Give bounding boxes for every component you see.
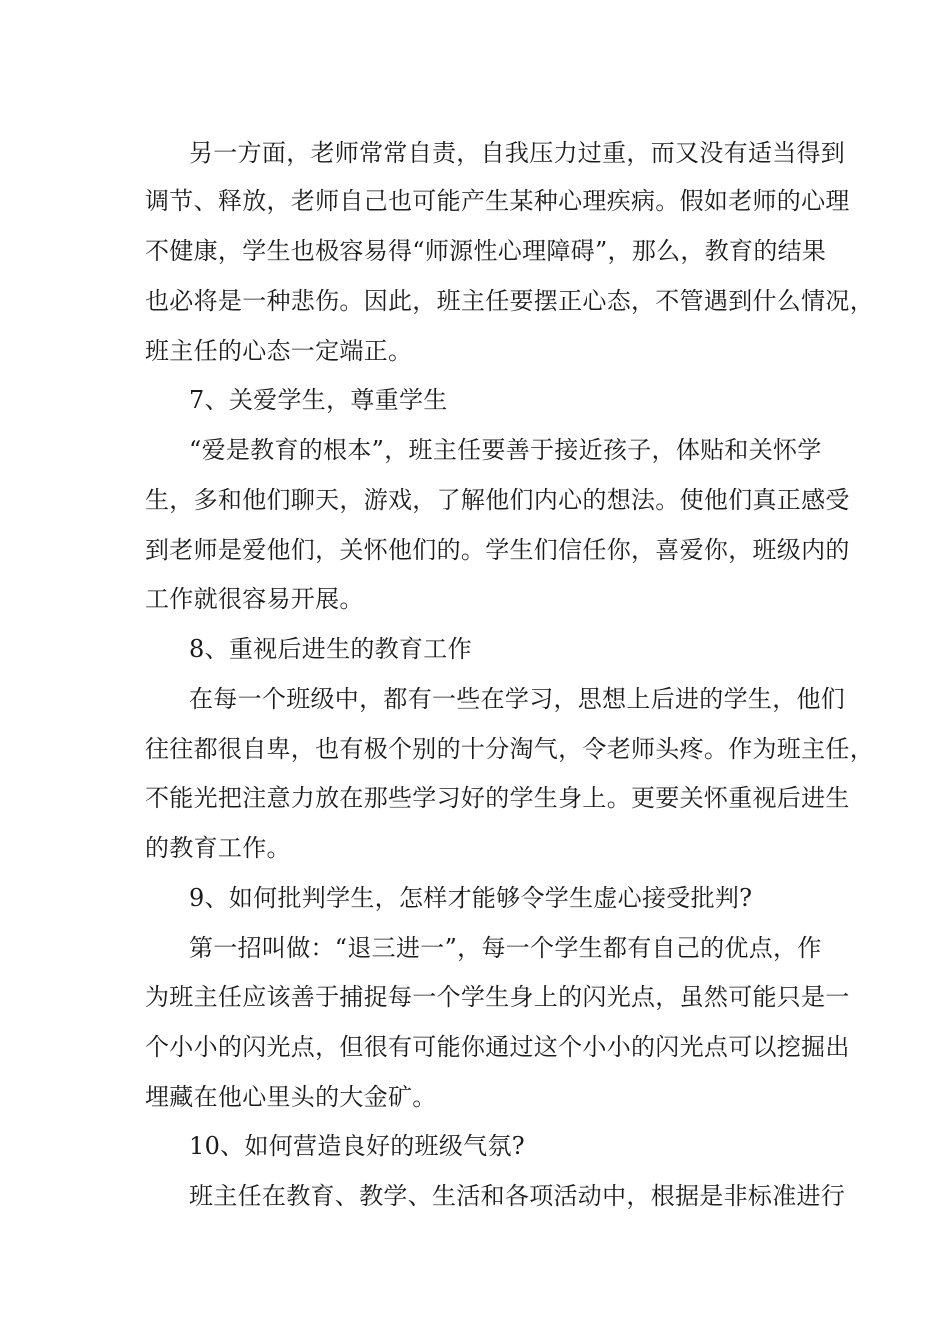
- section-heading: 9、如何批判学生，怎样才能够令学生虚心接受批判?: [189, 884, 753, 912]
- paragraph-line: 工作就很容易开展。: [145, 585, 364, 613]
- section-heading: 10、如何营造良好的班级气氛?: [189, 1132, 525, 1160]
- paragraph-line: 到老师是爱他们，关怀他们的。学生们信任你，喜爱你，班级内的: [145, 536, 850, 564]
- section-heading: 7、关爱学生，尊重学生: [189, 386, 448, 414]
- paragraph-line: 班主任的心态一定端正。: [145, 337, 413, 365]
- paragraph-line: 的教育工作。: [145, 834, 291, 862]
- paragraph-line: “爱是教育的根本”，班主任要善于接近孩子，体贴和关怀学: [189, 436, 822, 464]
- paragraph-line: 为班主任应该善于捕捉每一个学生身上的闪光点，虽然可能只是一: [145, 983, 850, 1011]
- paragraph-line: 生，多和他们聊天，游戏，了解他们内心的想法。使他们真正感受: [145, 486, 850, 514]
- paragraph-line: 不健康，学生也极容易得“师源性心理障碍”，那么，教育的结果: [145, 237, 827, 265]
- paragraph-line: 在每一个班级中，都有一些在学习，思想上后进的学生，他们: [189, 685, 846, 713]
- paragraph-line: 另一方面，老师常常自责，自我压力过重，而又没有适当得到: [189, 139, 846, 167]
- paragraph-line: 埋藏在他心里头的大金矿。: [145, 1083, 437, 1111]
- paragraph-line: 也必将是一种悲伤。因此，班主任要摆正心态，不管遇到什么情况，: [145, 287, 874, 315]
- paragraph-line: 往往都很自卑，也有极个别的十分淘气，令老师头疼。作为班主任，: [145, 735, 874, 763]
- paragraph-line: 个小小的闪光点，但很有可能你通过这个小小的闪光点可以挖掘出: [145, 1033, 850, 1061]
- paragraph-line: 班主任在教育、教学、生活和各项活动中，根据是非标准进行: [189, 1182, 846, 1210]
- section-heading: 8、重视后进生的教育工作: [189, 635, 472, 663]
- paragraph-line: 第一招叫做：“退三进一”，每一个学生都有自己的优点，作: [189, 934, 822, 962]
- paragraph-line: 调节、释放，老师自己也可能产生某种心理疾病。假如老师的心理: [145, 187, 850, 215]
- paragraph-line: 不能光把注意力放在那些学习好的学生身上。更要关怀重视后进生: [145, 784, 850, 812]
